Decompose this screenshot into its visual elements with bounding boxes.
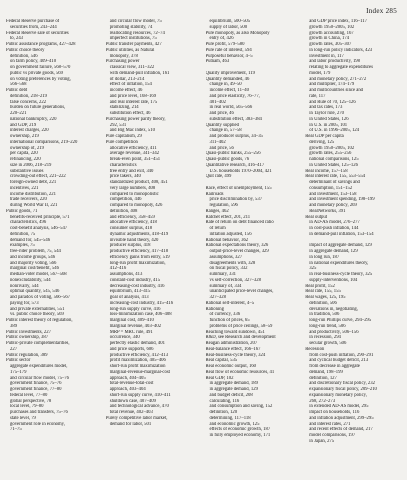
index-subentry: 220–221: [10, 111, 27, 116]
index-subentry: and budget deficit, 208: [209, 392, 253, 398]
index-subentry: incentives, 221: [10, 185, 39, 191]
index-subentry: calculating, 116: [209, 398, 240, 404]
index-subentry: size in 2006, 218–219: [10, 162, 52, 168]
index-column-4: [305, 19, 401, 445]
index-subentry: perfectly elastic demand, 401: [109, 341, 165, 346]
index-subentry: model comparisons, 197: [309, 433, 356, 438]
index-entry: Real economic output, 160: [205, 364, 257, 369]
index-entry: Public debt: [6, 88, 28, 93]
index-subentry: securities from, 243–244: [10, 24, 57, 30]
index-subentry: and producer surplus, 34–35: [209, 134, 263, 139]
index-subentry: supply-interventions, 104: [309, 277, 358, 283]
index-subentry: and tax rates, 173: [309, 105, 343, 111]
index-subentry: definition, 75: [10, 231, 36, 237]
index-subentry: dynamic adjustments, 418–419: [109, 231, 169, 237]
index-subentry: in extended AD-AS model, 295: [309, 404, 369, 410]
index-subentry: and labor productivity, 198: [309, 59, 360, 65]
index-entry: Real flow of economic resources, 41: [205, 369, 275, 375]
index-subentry: vs self-correction, 327–328: [209, 277, 261, 283]
index-subentry: foreign-owned debt, 221: [10, 180, 57, 185]
index-subentry: in long-run policy indicators, 423: [309, 47, 373, 53]
index-subentry: consumer surplus, 418: [109, 226, 153, 231]
index-subentry: secular growth, 506: [309, 341, 347, 346]
index-subentry: public vs private goods, 569: [10, 70, 63, 76]
index-entry: Purposeful behavior, 4–5: [205, 53, 253, 59]
index-subentry: in Taylor rule, 270: [309, 111, 344, 116]
index-subentry: determining, 117–118: [209, 415, 251, 421]
index-subentry: 389: [10, 323, 18, 329]
index-subentry: definition, 120: [209, 410, 238, 415]
index-subentry: and discretionary fiscal policy, 232: [309, 381, 375, 387]
index-subentry: and inflation adjustment, 299–295: [309, 415, 374, 421]
index-subentry: paying for, 573: [10, 300, 39, 306]
index-subentry: income effect, 46: [109, 88, 143, 93]
index-entry: Purely competitive labor market,: [105, 415, 168, 421]
index-subentry: 327–328: [209, 295, 226, 300]
index-subentry: change in, 57–58: [209, 128, 242, 134]
index-subentry: total-revenue-total-cost: [109, 381, 154, 387]
index-entry: Real GDP per capita: [305, 134, 344, 139]
index-subentry: 311–402: [209, 139, 226, 145]
index-subentry: definition, 546: [10, 53, 38, 59]
index-subentry: deriving, 125: [309, 139, 335, 145]
index-subentry: international comparisons, 219–220: [10, 139, 78, 145]
index-entry: Pure profit, 579–580: [205, 42, 245, 47]
index-subentry: optimal quantity, 545, 546: [10, 289, 60, 295]
index-subentry: effects of economic growth, 187: [209, 427, 271, 433]
index-subentry: on government failure, 568–570: [10, 65, 71, 70]
index-entry: Real-business-cycle theory, 324: [205, 352, 266, 358]
index-subentry: shutdown case, 407–409: [109, 398, 156, 404]
index-subentry: purchases and transfers, 75–76: [10, 410, 68, 415]
index-subentry: long-run trend, 506: [309, 323, 346, 329]
index-subentry: and recent effects of demand, 217: [309, 427, 373, 433]
index-subentry: MRP = MRC rule, 491: [109, 329, 153, 335]
index-subentry: problems of price ceilings, 58–59: [209, 323, 273, 329]
index-subentry: and Rule of 70, 125–126: [309, 99, 356, 105]
index-subentry: disagreements with, 328: [209, 260, 256, 266]
index-subentry: short-run supply curve, 410–411: [109, 392, 171, 398]
index-entry: Railroads: [205, 191, 224, 197]
index-subentry: aggregate expenditures model,: [10, 364, 68, 369]
index-subentry: and GDP price index, 116–117: [309, 19, 367, 24]
index-subentry: in demand-pull inflation, 153–154: [309, 231, 374, 237]
index-entry: Recession: [305, 346, 325, 352]
index-subentry: with demand-pull inflation, 161: [109, 70, 170, 76]
index-subentry: in AD-AS model, 276–277: [309, 220, 360, 226]
index-subentry: 292, 531: [109, 122, 127, 128]
index-subentry: growth rates, 305–307: [309, 42, 352, 47]
index-subentry: median-voter model, 567–568: [10, 272, 67, 277]
index-subentry: marginal-revenue-marginal-cost: [109, 369, 170, 375]
index-subentry: and investment, 153–158: [309, 191, 357, 197]
index-subentry: demand for, 545–546: [10, 237, 51, 243]
index-entry: Rate of return on debt financed ratio: [205, 220, 274, 226]
index-subentry: ownership of, 219: [10, 145, 44, 151]
index-subentry: benefits-received principle, 571: [10, 214, 70, 220]
index-entry: Pure rate of interest, 594: [205, 47, 252, 53]
index-subentry: entry of, 426: [209, 36, 234, 42]
index-subentry: marginal revenue, 403–402: [109, 323, 162, 329]
index-subentry: in United States, 126: [309, 116, 349, 122]
index-subentry: compared to monopolistic: [109, 191, 159, 197]
index-subentry: decreasing-cost industry, 416: [109, 283, 165, 289]
index-subentry: and private externalities, 551: [10, 306, 65, 312]
index-subentry: output-price-level changes, 329: [209, 249, 269, 254]
index-column-2: [106, 19, 202, 445]
index-subentry: from decrease in aggregate: [309, 364, 360, 369]
index-subentry: and circular flow model, 75: [109, 19, 162, 24]
index-subentry: in aggregate demand, 129: [309, 249, 358, 254]
index-subentry: break-even point, 351–451: [109, 157, 161, 162]
index-subentry: in recession, 294: [309, 335, 341, 341]
index-subentry: price takers, 340: [109, 174, 141, 180]
index-subentry: expansionary fiscal policy, 209–210: [309, 387, 377, 392]
index-subentry: in U.S. in 2005, 101: [309, 122, 348, 128]
index-entry: Public choice theory: [6, 47, 45, 53]
index-subentry: of currency, 336: [209, 312, 241, 318]
index-subentry: government finance, 75–76: [10, 381, 62, 387]
index-subentry: allocative efficiency, 418: [109, 220, 157, 226]
index-subentry: approach, 403–404: [109, 387, 146, 392]
index-subentry: increasing-cost industry, 415–416: [109, 300, 174, 306]
index-subentry: in national expenditures theory,: [309, 260, 369, 266]
index-entry: Real interest rate, 155, 553–554: [305, 174, 366, 180]
index-entry: Real wages, 125, 195: [305, 295, 346, 300]
index-subentry: average revenue, 341–342: [109, 151, 160, 157]
index-subentry: unanticipated price-level changes,: [209, 289, 274, 295]
index-subentry: and Big Mac index, 510: [109, 128, 155, 134]
index-subentry: summary of, 334: [209, 283, 242, 289]
index-subentry: government role in economy,: [10, 421, 65, 427]
index-entry: Purchasing power parity theory,: [105, 116, 166, 122]
index-subentry: trade receivers, 220: [10, 197, 47, 203]
index-subentry: of dollar, 213–214: [109, 76, 145, 82]
index-subentry: of U.S. in 1996–2005, 124: [309, 128, 360, 134]
index-subentry: in United States, 125–126: [309, 162, 358, 168]
index-subentry: marginal cost/benefit, 546: [10, 266, 59, 272]
index-subentry: invisible hand theory, 420: [109, 237, 159, 243]
index-entry: Federal Reserve sale of securities: [6, 30, 69, 36]
index-subentry: compared to monopoly, 426: [109, 203, 163, 208]
index-subentry: in aggregate demand, 189: [209, 381, 258, 387]
index-entry: Quasi-public goods, 76: [205, 157, 250, 162]
index-subentry: growth rates, 255–256: [309, 151, 352, 157]
index-entry: Reagan administration, 207: [205, 341, 258, 346]
index-entry: Public regulation, 389: [6, 352, 48, 358]
index-subentry: monopoly, 378: [109, 53, 138, 59]
index-subentry: nonrivalry, 544: [10, 283, 39, 289]
index-subentry: and GDP, 219: [10, 122, 37, 128]
index-subentry: and monetary policy, 271–272: [309, 76, 367, 82]
index-subentry: consumption, 151–152: [309, 185, 353, 191]
index-subentry: and income groups, 546: [10, 254, 56, 260]
index-subentry: relating to aggregate expenditures: [309, 65, 373, 70]
index-subentry: productive efficiency, 412–413: [109, 352, 169, 358]
index-subentry: and consumption and saving, 152: [209, 404, 273, 410]
index-subentry: assumptions, 413: [109, 272, 143, 277]
index-subentry: function of prices, 65: [209, 318, 250, 323]
index-subentry: growth in China, 174: [309, 36, 350, 42]
index-subentry: and productivity, 506–156: [309, 329, 359, 335]
index-entry: Public investments, 227: [6, 329, 51, 335]
index-subentry: of return: [209, 226, 226, 231]
index-entry: Quantity supplied: [205, 122, 239, 128]
index-subentry: federal level, 77–80: [10, 392, 48, 398]
index-subentry: classical view, 311–322: [109, 65, 155, 70]
index-subentry: promoting stability, 74: [109, 24, 153, 30]
index-entry: Public assistance programs, 427–428: [6, 42, 76, 47]
index-subentry: definition, 408: [109, 208, 138, 214]
index-subentry: and price elasticity, 76–77,: [209, 93, 260, 99]
index-subentry: impact of aggregate demand, 129: [309, 243, 372, 249]
index-subentry: summary, 331: [209, 272, 237, 277]
index-entry: Purchasing power: [105, 59, 140, 65]
index-subentry: and cyclical budget deficit, 213: [309, 358, 369, 364]
index-subentry: and price level, 168–169: [109, 93, 157, 99]
index-subentry: loss-minimization case, 406–408: [109, 312, 172, 318]
index-subentry: on fiscal policy, 332: [209, 266, 248, 272]
index-subentry: marginal cost, 409–410: [109, 318, 154, 323]
index-entry: Pure monopoly, as also Monopoly: [205, 30, 270, 36]
index-subentry: goal of analysis, 413: [109, 295, 149, 300]
index-subentry: assumptions, 327: [209, 254, 243, 260]
index-subentry: refinancing, 220: [10, 157, 41, 162]
index-subentry: characteristics: [109, 162, 137, 168]
index-entry: Real-balance effect, 166–167: [205, 346, 261, 352]
index-subentry: in real-business-cycle theory, 325: [309, 272, 373, 277]
index-entry: Race, effect of unemployment, 155: [205, 185, 272, 191]
index-subentry: global perspective, 78: [10, 398, 52, 404]
index-subentry: allocative efficiency, 411: [109, 145, 157, 151]
index-subentry: constant-cost industry, 415: [109, 277, 161, 283]
index-subentry: 566–568: [10, 82, 27, 88]
index-subentry: equilibrium, 500–505: [209, 19, 251, 24]
index-entry: Reaching toward sundown, 451: [205, 329, 265, 335]
index-subentry: and economic growth, 125: [209, 421, 260, 427]
index-entry: Quasi-public banks, 255–256: [205, 151, 261, 157]
index-subentry: competition, 446: [109, 197, 142, 203]
index-entry: Rationing: [205, 306, 224, 312]
index-subentry: in Japan, 275: [309, 438, 335, 444]
index-subentry: standardized product, 408, 451: [109, 180, 168, 185]
index-subentry: and real interest rate, 175: [109, 99, 158, 105]
index-entry: Public goods, 71: [6, 208, 38, 214]
index-subentry: occurrence, 340: [109, 335, 140, 341]
index-subentry: long-run profit maximization,: [109, 260, 166, 266]
index-subentry: deviations in, negotiating,: [309, 306, 358, 312]
index-subentry: imperfect institutions, 75: [109, 36, 157, 42]
index-subentry: per capita, 220: [10, 151, 38, 157]
index-subentry: long-run Phillips curve, 294–295: [309, 318, 372, 323]
index-subentry: equilibrium, 413–415: [109, 289, 151, 295]
index-subentry: stabilizing, 214: [109, 105, 139, 111]
index-subentry: short-run profit maximization: [109, 364, 166, 369]
index-subentry: determinant of savings and: [309, 180, 360, 185]
index-entry: Real output: [305, 214, 327, 220]
index-subentry: local level, 79–80: [10, 404, 44, 410]
index-entry: Pure competition: [105, 139, 138, 145]
index-subentry: 175–179: [10, 369, 27, 375]
index-column-1: [6, 19, 102, 445]
index-subentry: U.S. households 1970–2004, 421: [209, 168, 272, 174]
index-subentry: demand, 198–199: [309, 369, 343, 375]
index-entry: Public utilities, as Natural: [105, 47, 155, 53]
index-subentry: cost-benefit analysis, 546–547: [10, 226, 68, 231]
index-subentry: to, 243: [10, 36, 24, 42]
index-subentry: 227: [10, 346, 18, 352]
index-column-3: [206, 19, 302, 445]
index-entry: Rational behavior, 362: [205, 237, 249, 243]
index-subentry: interest charges, 220: [10, 128, 49, 134]
index-subentry: on farm policy, 409–410: [10, 59, 57, 65]
index-subentry: substitution effect, 46: [109, 111, 151, 116]
index-columns: [6, 19, 401, 445]
index-subentry: demand for labor, 501: [109, 421, 152, 427]
index-entry: Public-private complementarities,: [6, 341, 70, 346]
index-subentry: characteristics, 496: [10, 220, 47, 226]
index-entry: R&D, see Research and development: [205, 335, 276, 341]
index-subentry: false concerns, 222: [10, 99, 47, 105]
index-subentry: 268, 272–273: [309, 398, 336, 404]
index-entry: Quantity demanded, 46: [205, 76, 250, 82]
index-subentry: investment in, 117: [309, 53, 344, 59]
index-subentry: and price, 56: [209, 145, 234, 151]
index-subentry: and monetary policy, 269: [309, 203, 357, 208]
index-subentry: efficiency gains from entry, 519: [109, 254, 170, 260]
index-subentry: long-run supply curve, 416: [109, 306, 161, 312]
index-subentry: in fully employed economy, 171: [209, 433, 271, 438]
index-entry: Real capital, 535: [205, 358, 238, 364]
index-subentry: in tradition, 506: [309, 312, 340, 318]
index-subentry: 325: [309, 266, 317, 272]
index-subentry: supply of labor, 500: [209, 24, 248, 30]
index-subentry: approach, 404–405: [109, 375, 146, 381]
index-entry: Public transfer payments, 427: [105, 42, 162, 47]
index-subentry: definition, 218–219: [10, 93, 47, 99]
index-subentry: in aggregate demand, 129: [209, 387, 258, 392]
index-subentry: growth accounting, 167: [309, 30, 354, 36]
index-subentry: and investment spending, 198–199: [309, 197, 375, 203]
index-subentry: and price supports, 606: [109, 346, 154, 352]
index-entry: Public sector: [6, 358, 31, 364]
index-subentry: free entry and exit, 340: [109, 168, 154, 174]
index-subentry: vs. public choice theory, 569: [10, 312, 64, 318]
index-subentry: in real world, 565–566: [209, 105, 253, 111]
index-subentry: national comparisons, 125: [309, 157, 359, 162]
index-subentry: in long run, 187: [309, 254, 340, 260]
index-subentry: burden on future generations,: [10, 105, 66, 111]
index-subentry: reallocating resources, 72–74: [109, 30, 165, 36]
index-subentry: national bankruptcy, 220: [10, 116, 57, 122]
index-subentry: during World War II, 221: [10, 203, 58, 208]
index-subentry: free-rider problem, 75, 544: [10, 249, 61, 254]
index-subentry: and multicountries since and: [309, 88, 364, 93]
index-subentry: examples, 75: [10, 243, 35, 249]
index-subentry: substantive issues: [10, 168, 44, 174]
index-subentry: in cost-push inflation, 144: [309, 226, 359, 231]
index-subentry: rate, 117: [309, 93, 326, 99]
index-entry: Ranges, 462: [205, 208, 229, 214]
index-subentry: and price, 46: [209, 111, 234, 116]
index-entry: Putnam, 463: [205, 59, 230, 65]
index-entry: Rational expectations theory, 326: [205, 243, 269, 249]
index-entry: Real GDP, 102: [205, 375, 234, 381]
index-subentry: state level, 79: [10, 415, 36, 421]
index-subentry: income effect, 11–40: [209, 88, 249, 93]
index-subentry: expansionary monetary policy,: [309, 392, 367, 398]
index-subentry: and multiplier, 174–179: [309, 82, 355, 88]
index-entry: Pure capitalism, 29: [105, 134, 142, 139]
index-subentry: crowding-out effect, 221–222: [10, 174, 66, 180]
index-subentry: regulation, 596: [209, 203, 238, 208]
index-entry: Public interest theory of regulation,: [6, 318, 73, 323]
index-subentry: ownership, 219: [10, 134, 39, 139]
index-subentry: impact on households, 116: [309, 410, 360, 415]
index-subentry: on voting preferences by voting,: [10, 76, 71, 82]
index-subentry: 401–402: [209, 99, 226, 105]
index-subentry: producer surplus, 418: [109, 243, 151, 249]
index-entry: Ratchet effect, 201, 211: [205, 214, 251, 220]
index-subentry: profit maximization, 405–406: [109, 358, 166, 364]
index-entry: Federal Reserve purchase of: [6, 19, 60, 24]
index-subentry: from cost-push inflation, 290–291: [309, 352, 374, 358]
index-subentry: income distribution, 221: [10, 191, 56, 197]
index-entry: Quit rate, 499: [205, 174, 232, 180]
index-entry: Quantitative research, 416–417: [205, 162, 265, 168]
index-subentry: inflation adjusted, 156: [209, 231, 252, 237]
page-header: Index 285: [366, 7, 397, 15]
index-entry: Real profit, 152: [305, 283, 335, 289]
index-subentry: and majority voting, 566: [10, 260, 57, 266]
index-subentry: growth 1950–2005, 102: [309, 145, 355, 151]
index-subentry: productive efficiency, 417–418: [109, 249, 169, 254]
index-subentry: 71–75: [10, 427, 22, 433]
index-subentry: and efficiency, 358–459: [109, 214, 155, 220]
index-subentry: nonexcludability, 544: [10, 277, 51, 283]
index-entry: Real income, 157–158: [305, 168, 348, 174]
index-subentry: change in, 49–50: [209, 82, 242, 88]
index-subentry: substitution effect, 383–384: [209, 116, 262, 122]
index-entry: Real rate, 155, 155: [305, 289, 341, 295]
index-subentry: and interest rates, 271: [309, 421, 351, 427]
index-subentry: very large numbers, 408: [109, 185, 156, 191]
index-subentry: and circular flow model, 75–76: [10, 375, 69, 381]
index-subentry: RealNetworks, 391: [309, 208, 346, 214]
index-subentry: model, 179: [309, 70, 331, 76]
index-subentry: growth 1950–2005, 102: [309, 24, 355, 30]
index-subentry: and paradox of voting, 566–567: [10, 295, 71, 300]
index-subentry: total revenue, 402–403: [109, 410, 153, 415]
index-subentry: government finance, 77–80: [10, 387, 62, 392]
index-subentry: definition, 506: [309, 300, 337, 306]
index-subentry: effect of inflation, 154: [109, 82, 152, 88]
index-subentry: 412–416: [109, 266, 127, 272]
index-subentry: price discrimination by, 537: [209, 197, 263, 203]
index-entry: Rational self-interest, 4–5: [205, 300, 255, 306]
index-entry: Public ownership, 387: [6, 335, 49, 341]
index-subentry: and technological advance, 470: [109, 404, 169, 410]
index-entry: Quality improvement, 119: [205, 70, 255, 76]
index-subentry: definition, 127: [309, 375, 337, 381]
